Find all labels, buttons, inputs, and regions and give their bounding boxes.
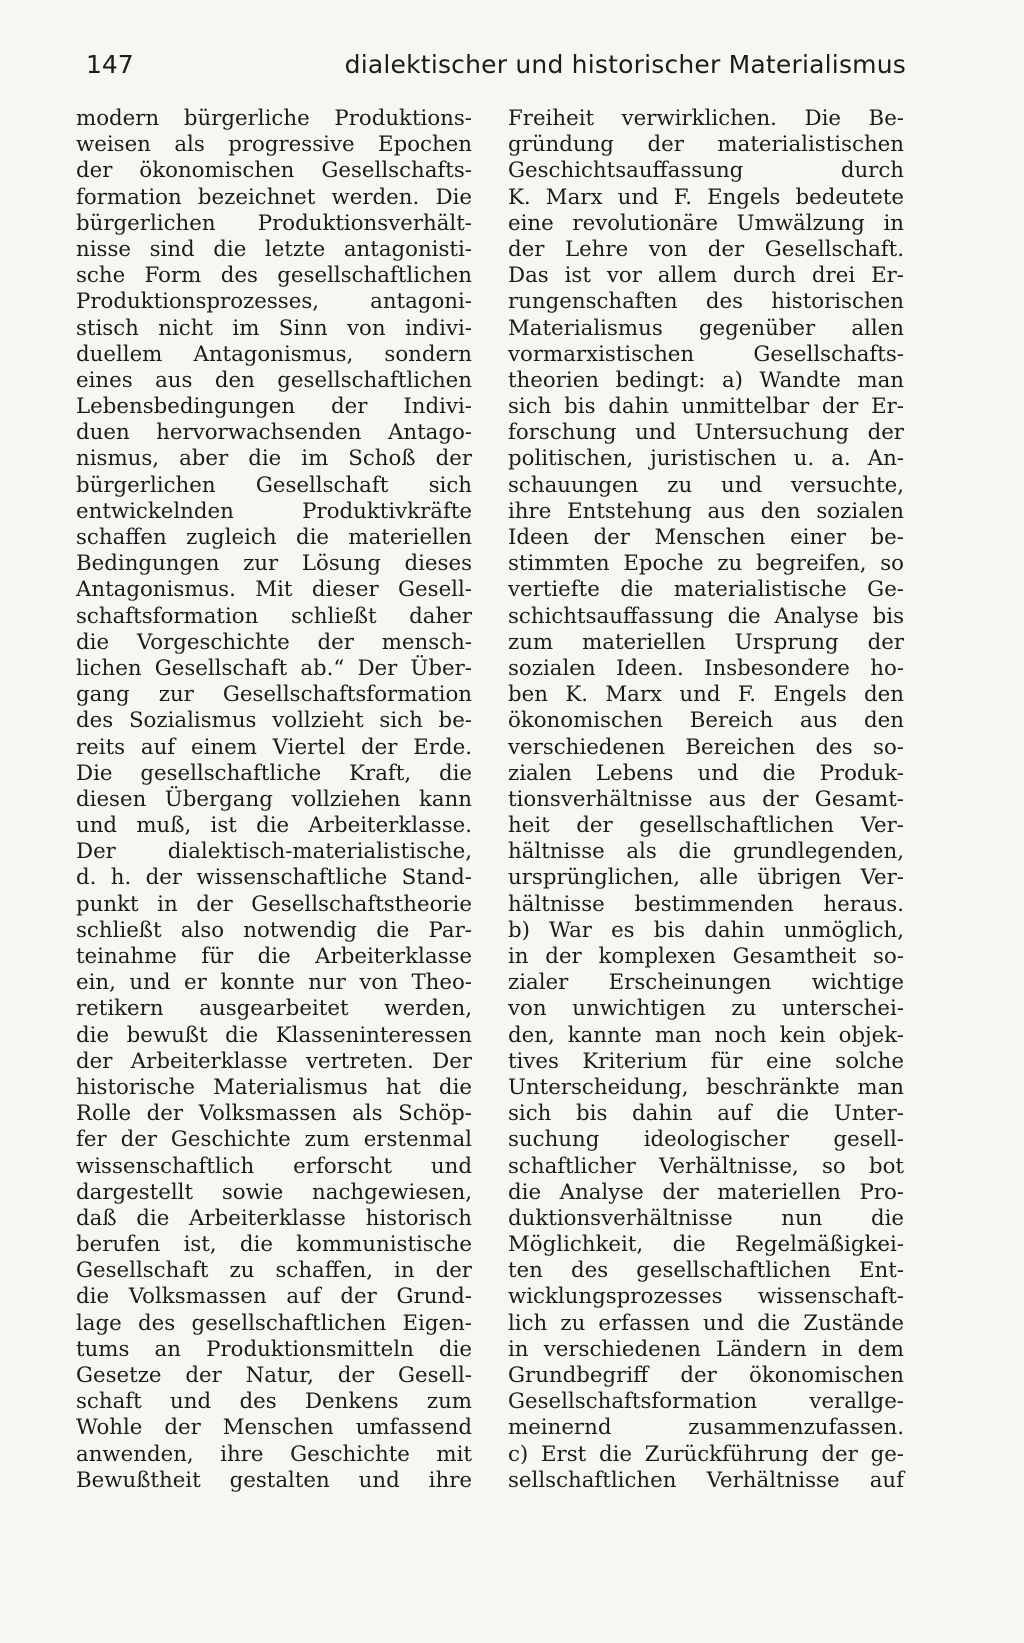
- text-line: Unterscheidung, beschränkte man: [508, 1074, 904, 1100]
- text-line: in verschiedenen Ländern in dem: [508, 1336, 904, 1362]
- text-line: politischen, juristischen u. a. An-: [508, 446, 904, 472]
- text-line: ökonomischen Bereich aus den: [508, 708, 904, 734]
- text-line: dargestellt sowie nachgewiesen,: [76, 1179, 472, 1205]
- text-line: verschiedenen Bereichen des so-: [508, 734, 904, 760]
- text-line: tums an Produktionsmitteln die: [76, 1336, 472, 1362]
- text-line: die bewußt die Klasseninteressen: [76, 1022, 472, 1048]
- text-line: sozialen Ideen. Insbesondere ho-: [508, 655, 904, 681]
- text-line: und muß, ist die Arbeiterklasse.: [76, 813, 472, 839]
- text-line: fer der Geschichte zum erstenmal: [76, 1127, 472, 1153]
- text-line: gang zur Gesellschaftsformation: [76, 682, 472, 708]
- text-line: nismus, aber die im Schoß der: [76, 446, 472, 472]
- text-line: Freiheit verwirklichen. Die Be-: [508, 106, 904, 131]
- text-line: ein, und er konnte nur von Theo-: [76, 970, 472, 996]
- text-line: Der dialektisch-materialistische,: [76, 839, 472, 865]
- text-line: Wohle der Menschen umfassend: [76, 1415, 472, 1441]
- text-line: bürgerlichen Produktionsverhält-: [76, 210, 472, 236]
- text-line: Lebensbedingungen der Indivi-: [76, 394, 472, 420]
- text-line: stisch nicht im Sinn von indivi-: [76, 315, 472, 341]
- text-line: formation bezeichnet werden. Die: [76, 184, 472, 210]
- text-line: eines aus den gesellschaftlichen: [76, 367, 472, 393]
- text-line: schaft und des Denkens zum: [76, 1389, 472, 1415]
- text-line: wissenschaftlich erforscht und: [76, 1153, 472, 1179]
- text-line: berufen ist, die kommunistische: [76, 1232, 472, 1258]
- text-line: diesen Übergang vollziehen kann: [76, 786, 472, 812]
- text-line: ursprünglichen, alle übrigen Ver-: [508, 865, 904, 891]
- text-line: ben K. Marx und F. Engels den: [508, 682, 904, 708]
- text-line: Das ist vor allem durch drei Er-: [508, 263, 904, 289]
- text-line: von unwichtigen zu unterschei-: [508, 996, 904, 1022]
- text-line: der ökonomischen Gesellschafts-: [76, 158, 472, 184]
- text-line: theorien bedingt: a) Wandte man: [508, 367, 904, 393]
- text-line: duellem Antagonismus, sondern: [76, 341, 472, 367]
- text-line: schichtsauffassung die Analyse bis: [508, 603, 904, 629]
- text-line: rungenschaften des historischen: [508, 289, 904, 315]
- text-line: die Vorgeschichte der mensch-: [76, 629, 472, 655]
- right-text-column: [508, 106, 904, 1494]
- text-line: der Lehre von der Gesellschaft.: [508, 236, 904, 262]
- text-line: schaffen zugleich die materiellen: [76, 525, 472, 550]
- text-line: Gesellschaftsformation verallge-: [508, 1389, 904, 1415]
- text-line: zialer Erscheinungen wichtige: [508, 970, 904, 996]
- text-line: Möglichkeit, die Regelmäßigkei-: [508, 1232, 904, 1258]
- text-line: Grundbegriff der ökonomischen: [508, 1363, 904, 1388]
- text-line: suchung ideologischer gesell-: [508, 1127, 904, 1153]
- text-line: der Arbeiterklasse vertreten. Der: [76, 1048, 472, 1074]
- text-line: anwenden, ihre Geschichte mit: [76, 1441, 472, 1467]
- text-line: Die gesellschaftliche Kraft, die: [76, 760, 472, 786]
- text-line: Antagonismus. Mit dieser Gesell-: [76, 577, 472, 603]
- text-line: punkt in der Gesellschaftstheorie: [76, 891, 472, 917]
- text-line: entwickelnden Produktivkräfte: [76, 498, 472, 524]
- text-line: sich bis dahin auf die Unter-: [508, 1101, 904, 1127]
- text-line: lich zu erfassen und die Zustände: [508, 1310, 904, 1336]
- text-line: reits auf einem Viertel der Erde.: [76, 734, 472, 760]
- text-line: den, kannte man noch kein objek-: [508, 1022, 904, 1048]
- text-line: schließt also notwendig die Par-: [76, 917, 472, 943]
- page-header: [86, 50, 906, 90]
- text-line: nisse sind die letzte antagonisti-: [76, 236, 472, 262]
- text-line: schauungen zu und versuchte,: [508, 472, 904, 498]
- text-line: d. h. der wissenschaftliche Stand-: [76, 865, 472, 891]
- text-line: tives Kriterium für eine solche: [508, 1048, 904, 1074]
- text-line: heit der gesellschaftlichen Ver-: [508, 813, 904, 839]
- text-line: Ideen der Menschen einer be-: [508, 525, 904, 550]
- text-line: forschung und Untersuchung der: [508, 420, 904, 446]
- text-line: weisen als progressive Epochen: [76, 132, 472, 158]
- text-line: hältnisse als die grundlegenden,: [508, 839, 904, 865]
- page-number: 147: [86, 50, 134, 79]
- text-line: retikern ausgearbeitet werden,: [76, 996, 472, 1022]
- text-line: Rolle der Volksmassen als Schöp-: [76, 1101, 472, 1127]
- text-line: sche Form des gesellschaftlichen: [76, 263, 472, 289]
- text-line: modern bürgerliche Produktions-: [76, 106, 472, 131]
- text-line: schaftsformation schließt daher: [76, 603, 472, 629]
- text-line: tionsverhältnisse aus der Gesamt-: [508, 786, 904, 812]
- text-line: zum materiellen Ursprung der: [508, 629, 904, 655]
- text-line: des Sozialismus vollzieht sich be-: [76, 708, 472, 734]
- text-line: stimmten Epoche zu begreifen, so: [508, 551, 904, 577]
- text-line: meinernd zusammenzufassen.: [508, 1415, 904, 1441]
- text-line: die Volksmassen auf der Grund-: [76, 1284, 472, 1310]
- text-line: sellschaftlichen Verhältnisse auf: [508, 1467, 904, 1493]
- text-line: die Analyse der materiellen Pro-: [508, 1179, 904, 1205]
- text-line: in der komplexen Gesamtheit so-: [508, 944, 904, 969]
- text-line: Gesetze der Natur, der Gesell-: [76, 1363, 472, 1388]
- text-line: Bewußtheit gestalten und ihre: [76, 1467, 472, 1493]
- text-line: duen hervorwachsenden Antago-: [76, 420, 472, 446]
- text-line: historische Materialismus hat die: [76, 1074, 472, 1100]
- running-title: dialektischer und historischer Materialismus: [344, 50, 906, 79]
- text-line: eine revolutionäre Umwälzung in: [508, 210, 904, 236]
- text-line: K. Marx und F. Engels bedeutete: [508, 184, 904, 210]
- text-line: Materialismus gegenüber allen: [508, 315, 904, 341]
- text-line: lichen Gesellschaft ab.“ Der Über-: [76, 655, 472, 681]
- text-line: Produktionsprozesses, antagoni-: [76, 289, 472, 315]
- text-line: bürgerlichen Gesellschaft sich: [76, 472, 472, 498]
- text-line: teinahme für die Arbeiterklasse: [76, 944, 472, 969]
- left-text-column: [76, 106, 472, 1494]
- text-line: zialen Lebens und die Produk-: [508, 760, 904, 786]
- text-line: c) Erst die Zurückführung der ge-: [508, 1441, 904, 1467]
- text-line: daß die Arbeiterklasse historisch: [76, 1205, 472, 1231]
- text-line: vormarxistischen Gesellschafts-: [508, 341, 904, 367]
- text-line: wicklungsprozesses wissenschaft-: [508, 1284, 904, 1310]
- text-line: Geschichtsauffassung durch: [508, 158, 904, 184]
- text-line: schaftlicher Verhältnisse, so bot: [508, 1153, 904, 1179]
- text-line: Bedingungen zur Lösung dieses: [76, 551, 472, 577]
- text-line: duktionsverhältnisse nun die: [508, 1205, 904, 1231]
- text-line: lage des gesellschaftlichen Eigen-: [76, 1310, 472, 1336]
- text-line: hältnisse bestimmenden heraus.: [508, 891, 904, 917]
- text-line: vertiefte die materialistische Ge-: [508, 577, 904, 603]
- text-line: Gesellschaft zu schaffen, in der: [76, 1258, 472, 1284]
- text-line: b) War es bis dahin unmöglich,: [508, 917, 904, 943]
- text-line: ten des gesellschaftlichen Ent-: [508, 1258, 904, 1284]
- text-line: ihre Entstehung aus den sozialen: [508, 498, 904, 524]
- text-line: gründung der materialistischen: [508, 132, 904, 158]
- text-line: sich bis dahin unmittelbar der Er-: [508, 394, 904, 420]
